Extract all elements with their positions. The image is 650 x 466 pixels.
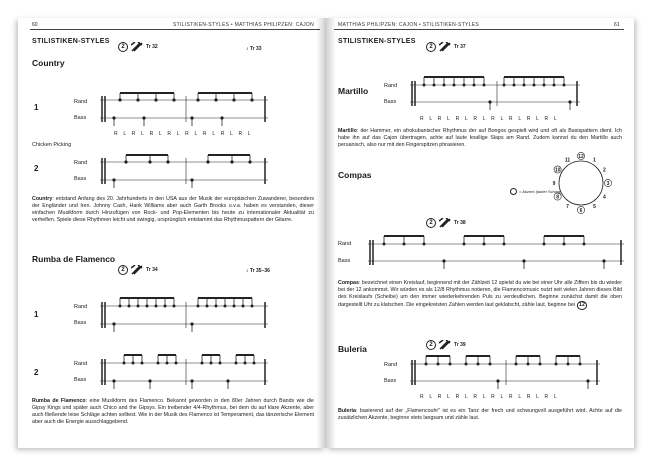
- clock-number: 8: [556, 194, 560, 201]
- bass-label: Bass: [338, 258, 351, 264]
- bass-label: Bass: [74, 377, 87, 383]
- rand-label: Rand: [74, 160, 88, 166]
- drum-notation-staff: [368, 232, 624, 272]
- buleria-description: Buleria: basierend auf der „Flamencouhr" ist es ein Tanz der frech und schwungvoll ausgeführt wird. Achte auf die zusätzlichen Akzente, beginne stets langsam und zähle laut.: [338, 408, 622, 421]
- rand-label: Rand: [384, 362, 398, 368]
- drum-notation-staff: [410, 352, 600, 392]
- track-label: Tr 34: [146, 267, 158, 273]
- running-header: MATTHIAS PHILIPZEN: CAJON • STILISTIKEN-STYLES: [338, 22, 480, 28]
- cd-circle-icon: 2: [118, 265, 128, 275]
- hammers-icon: [439, 218, 451, 228]
- cd-circle-icon: 2: [118, 42, 128, 52]
- buleria-title: Buleria: [338, 344, 367, 354]
- cd-circle-icon: 2: [426, 218, 436, 228]
- drum-notation-staff: [100, 351, 268, 391]
- clock-number: 5: [593, 204, 596, 211]
- rumba-title: Rumba de Flamenco: [32, 254, 116, 264]
- bass-label: Bass: [74, 320, 87, 326]
- left-page: [18, 18, 326, 448]
- rand-label: Rand: [384, 83, 398, 89]
- track-label: Tr 37: [454, 44, 466, 50]
- sticking-row: R L R L R L R L R L R L R L R L: [420, 394, 559, 400]
- exercise-number: 1: [34, 103, 39, 112]
- country-title: Country: [32, 58, 65, 68]
- track-indicator: [426, 340, 466, 350]
- accent-legend: = Akzent (lauter Schlag): [510, 188, 562, 195]
- clock-number: 2: [602, 167, 606, 174]
- country-description: Country: entstand Anfang des 20. Jahrhunderts in den USA aus der Musik der europäischen Zuwanderer, besonders der Engländer und Iren. Johnny Cash, Hank Williams aber auch Garth Brooks u.v.a. haben es verstanden, dieser einfachen Musikform durch Hinzufügen von Rock- und Pop-Elementen bis heute zu internationaler Aktualität zu verhelfen. Spiele diese Rhythmen leicht und swingig, ursprünglich entstammt das Rhythmuspattern der Gitarre.: [32, 196, 314, 223]
- sticking-row: R L R L R L R L R L R L R L R L: [420, 116, 559, 122]
- track-indicator: [118, 265, 158, 275]
- track-label: Tr 32: [146, 44, 158, 50]
- clock-number: 3: [606, 180, 610, 187]
- track-label: Tr 38: [454, 220, 466, 226]
- bass-label: Bass: [74, 115, 87, 121]
- sticking-row: R L R L R L R L R L R L R L R L: [114, 131, 253, 137]
- eighth-note-icon: ♪: [246, 268, 249, 274]
- page-number: 60: [32, 22, 38, 28]
- exercise-number: 1: [34, 310, 39, 319]
- section-title: STILISTIKEN-STYLES: [338, 38, 416, 45]
- header-rule: [334, 29, 624, 30]
- flamenco-clock-diagram: [548, 150, 614, 216]
- drum-notation-staff: [100, 90, 268, 130]
- hammers-icon: [439, 340, 451, 350]
- page-number: 61: [614, 22, 620, 28]
- track-label-alt: ♪ Tr 33: [246, 46, 262, 52]
- hammers-icon: [439, 42, 451, 52]
- drum-notation-staff: [100, 294, 268, 334]
- clock-number: 12: [578, 153, 584, 160]
- clock-number: 10: [554, 167, 561, 174]
- cd-circle-icon: 2: [426, 340, 436, 350]
- compas-description: Compas: bezeichnet einen Kreislauf, beginnend mit der Zählzeit 12 spielst du wie bei einer Uhr alle Ziffern bis du wieder bei der 12 ankommst. Wir würden es als 12/8 Rhythmus notieren, die Flamencomusic nutzt seit vielen Jahren dieses Bild des Kreislaufs (Scheibe) um den immer wiederkehrenden Puls zu verdeutlichen. Beginne zunächst damit die oben dargestellt Uhr zu klatschen. Die eingekreisten Zahlen werden laut geklatscht, zähle laut, beginne bei 12: [338, 280, 622, 308]
- rand-label: Rand: [74, 361, 88, 367]
- section-title: STILISTIKEN-STYLES: [32, 38, 110, 45]
- compas-title: Compas: [338, 170, 372, 180]
- drum-notation-staff: [100, 152, 268, 190]
- track-label-alt: ♪ Tr 35–36: [246, 268, 270, 274]
- track-indicator: [426, 218, 466, 228]
- chicken-picking-label: Chicken Picking: [32, 142, 72, 148]
- clock-number: 6: [579, 207, 583, 214]
- clock-number: 11: [564, 157, 571, 164]
- running-header: STILISTIKEN-STYLES • MATTHIAS PHILIPZEN: CAJON: [173, 22, 315, 28]
- bass-label: Bass: [74, 176, 87, 182]
- rumba-description: Rumba de Flamenco: eine Musikform des Flamenco. Bekannt geworden in den 80er Jahren durch Bands wie die Gipsy Kings und später auch Chico and the Gipsys. Ein treibender 4/4-Rhythmus, bei dem du auf klare Akzente, aber auch fließende leise Schläge achten solltest. Wie in der Musik des Flamenco ist Temperament, das tänzerische Element aber auch die Energie ausschlaggebend.: [32, 398, 314, 425]
- cd-circle-icon: 2: [426, 42, 436, 52]
- hammers-icon: [131, 42, 143, 52]
- martillo-description: Martillo: der Hammer, ein afrokubanischer Rhythmus der auf Bongos gespielt wird und oft als Basispattern dient. Ich habe ihn auf das Cajon übertragen, achte auf laute knallige Slaps am Rand. Zudem kannst du den Martillo auch peruanisch, also nur mit den Fingerspitzen phrasieren.: [338, 128, 622, 148]
- count-circle: 12: [577, 301, 588, 310]
- track-indicator: [426, 42, 466, 52]
- right-page: [326, 18, 634, 448]
- eighth-note-icon: ♪: [246, 46, 249, 52]
- bass-label: Bass: [384, 99, 397, 105]
- clock-number: 9: [552, 180, 556, 187]
- clock-number: 1: [593, 157, 596, 164]
- rand-label: Rand: [338, 241, 352, 247]
- track-label: Tr 39: [454, 342, 466, 348]
- exercise-number: 2: [34, 164, 39, 173]
- accent-circle-icon: [510, 188, 517, 195]
- track-indicator: [118, 42, 158, 52]
- clock-number: 7: [566, 204, 569, 211]
- header-rule: [30, 29, 320, 30]
- hammers-icon: [131, 265, 143, 275]
- bass-label: Bass: [384, 378, 397, 384]
- rand-label: Rand: [74, 99, 88, 105]
- rand-label: Rand: [74, 304, 88, 310]
- drum-notation-staff: [410, 74, 580, 114]
- martillo-title: Martillo: [338, 86, 369, 96]
- clock-number: 4: [602, 194, 606, 201]
- exercise-number: 2: [34, 368, 39, 377]
